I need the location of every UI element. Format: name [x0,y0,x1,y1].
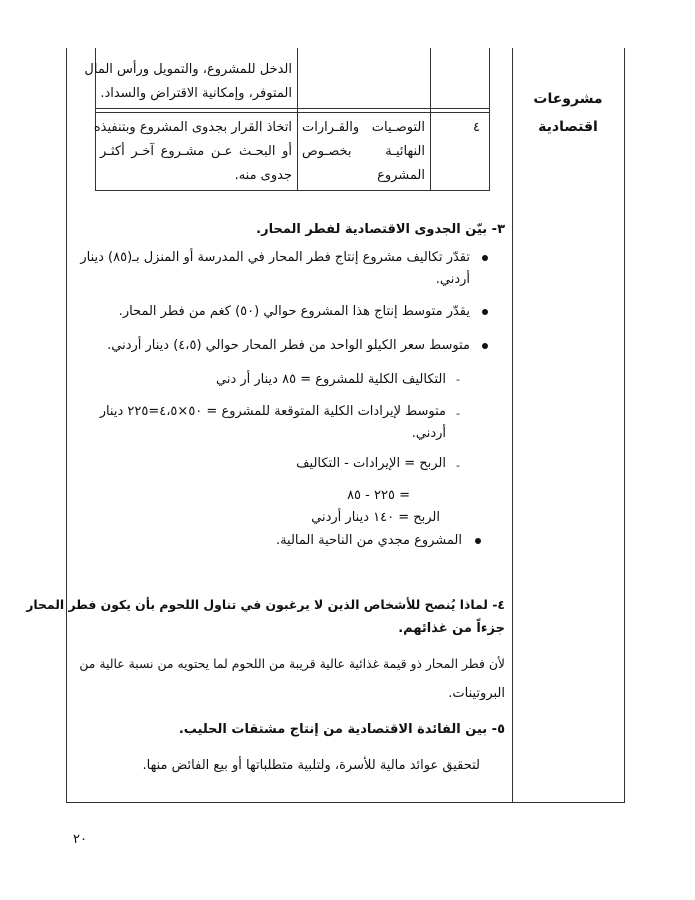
q4-answer-line1: لأن فطر المحار ذو قيمة غذائية عالية قريبة من اللحوم لما يحتويه من نسبة عالية من [79,656,505,671]
inner-col-line [489,48,490,190]
side-label-line2: اقتصادية [538,119,598,135]
bullet-icon [482,343,488,349]
dash-icon: - [456,407,460,420]
dash-icon: - [456,459,460,472]
q3-bullet4: المشروع مجدي من الناحية المالية. [275,533,462,548]
bullet-icon [482,255,488,261]
inner-row-line [95,108,490,109]
side-label-line1: مشروعات [533,91,603,107]
q3-detail1: التكاليف الكلية للمشروع = ٨٥ دينار أر دني [215,372,446,387]
inner-row-line [95,190,490,191]
bullet-icon [482,309,488,315]
inner-col-line [297,48,298,190]
page-number: ٢٠ [73,832,87,847]
row2-result-line1: اتخاذ القرار بجدوى المشروع وبتنفيذه [93,120,292,135]
q3-bullet3: متوسط سعر الكيلو الواحد من فطر المحار حوالي (٤،٥) دينار أردني. [107,338,470,353]
q3-heading: ٣- بيّن الجدوى الاقتصادية لفطر المحار. [256,222,505,237]
bullet-icon [475,538,481,544]
q5-answer: لتحقيق عوائد مالية للأسرة، ولتلبية متطلباتها أو بيع الفائض منها. [142,758,480,773]
outer-border-divider [512,48,513,803]
q5-heading: ٥- بين الفائدة الاقتصادية من إنتاج مشتقات الحليب. [178,722,505,737]
q4-heading-line1: ٤- لماذا يُنصح للأشخاص الذين لا يرغبون في تناول اللحوم بأن يكون فطر المحار [26,597,505,612]
row2-number: ٤ [473,120,480,135]
q3-detail2-line2: أردني. [411,426,446,441]
q3-detail3: الربح = الإيرادات - التكاليف [296,456,446,471]
q3-calc1: = ٢٢٥ - ٨٥ [347,488,410,503]
row2-result-line3: جدوى منه. [234,168,292,183]
outer-border-left [66,48,67,803]
row2-result-line2: أو البحـث عـن مشـروع آخـر أكثـر [100,144,292,159]
q4-answer-line2: البروتينات. [448,686,505,701]
q3-bullet1-line2: أردني. [435,272,470,287]
row1-result-line1: الدخل للمشروع، والتمويل ورأس المال [84,62,292,77]
q4-heading-line2: جزءاً من غذائهم. [398,621,505,636]
outer-border-bottom [66,802,625,803]
row2-step-line1: التوصـيات والقـرارات [302,120,425,135]
q3-detail2-line1: متوسط لإيرادات الكلية المتوقعة للمشروع = ٥٠×٤،٥=٢٢٥ دينار [99,404,446,419]
outer-border-right [624,48,625,803]
row2-step-line2: النهائيـة بخصـوص [302,144,425,159]
q3-calc2: الربح = ١٤٠ دينار أردني [311,510,440,525]
row2-step-line3: المشروع [377,168,425,183]
dash-icon: - [456,373,460,386]
q3-bullet1-line1: تقدّر تكاليف مشروع إنتاج فطر المحار في المدرسة أو المنزل بـ(٨٥) دينار [80,250,470,265]
inner-row-line [95,112,490,113]
q3-bullet2: يقدّر متوسط إنتاج هذا المشروع حوالي (٥٠) كغم من فطر المحار. [118,304,470,319]
row1-result-line2: المتوفر، وإمكانية الاقتراض والسداد. [100,86,292,101]
inner-col-line [430,48,431,190]
